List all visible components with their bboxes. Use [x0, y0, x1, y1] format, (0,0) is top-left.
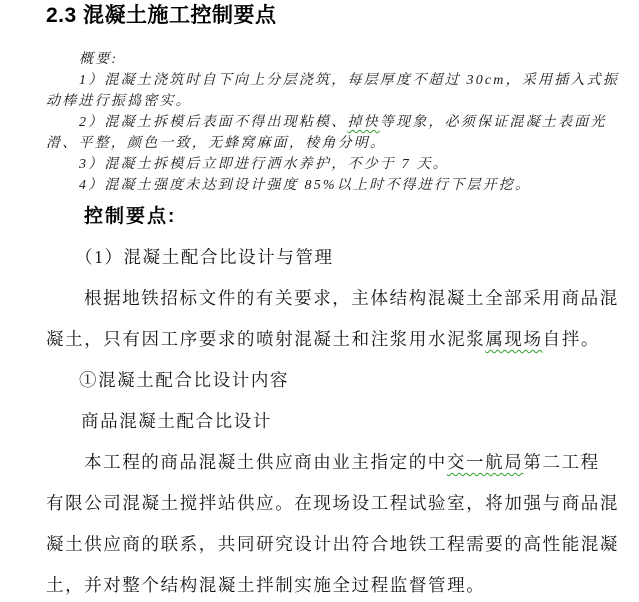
body-line: 凝土供应商的联系，共同研究设计出符合地铁工程需要的高性能混凝: [46, 534, 619, 554]
summary-item-2-continuation: 滑、平整，颜色一致，无蜂窝麻面，棱角分明。: [46, 136, 387, 151]
spellcheck-flagged-text: 属现场: [485, 329, 543, 349]
summary-label: 概要:: [79, 52, 119, 67]
summary-item-3: 3）混凝土拆模后立即进行洒水养护，不少于 7 天。: [79, 157, 449, 172]
spellcheck-flagged-text: 交一航局: [446, 452, 524, 472]
control-points-heading: 控制要点:: [84, 206, 177, 227]
text-segment: 凝土，只有因工序要求的喷射混凝土和注浆用水泥浆: [46, 329, 486, 349]
control-points-block: [46, 196, 620, 602]
body-line: 商品混凝土配合比设计: [81, 411, 272, 431]
text-segment: 自拌。: [542, 329, 600, 349]
body-line: [46, 319, 620, 360]
text-segment: 等现象，必须保证混凝土表面光: [379, 115, 607, 130]
text-segment: 2）混凝土拆模后表面不得出现粘模、: [79, 115, 348, 130]
summary-item-1-continuation: 动棒进行振捣密实。: [46, 94, 192, 109]
spellcheck-flagged-text: 掉快: [347, 115, 380, 130]
text-segment: 本工程的商品混凝土供应商由业主指定的中: [84, 452, 447, 472]
body-line: 土，并对整个结构混凝土拌制实施全过程监督管理。: [46, 575, 486, 595]
summary-item-4: 4）混凝土强度未达到设计强度 85%以上时不得进行下层开挖。: [79, 178, 532, 193]
body-line: 根据地铁招标文件的有关要求，主体结构混凝土全部采用商品混: [84, 288, 619, 308]
body-line: ①混凝土配合比设计内容: [79, 370, 290, 390]
section-heading: 2.3 混凝土施工控制要点: [46, 4, 277, 27]
summary-item-1: 1）混凝土浇筑时自下向上分层浇筑，每层厚度不超过 30cm，采用插入式振: [79, 73, 620, 88]
text-segment: 第二工程: [523, 452, 600, 472]
subsection-heading: （1）混凝土配合比设计与管理: [75, 247, 334, 267]
summary-item-2: [46, 112, 620, 133]
summary-block: [46, 49, 620, 196]
body-line: 有限公司混凝土搅拌站供应。在现场设工程试验室，将加强与商品混: [46, 493, 619, 513]
body-line: [46, 442, 620, 483]
